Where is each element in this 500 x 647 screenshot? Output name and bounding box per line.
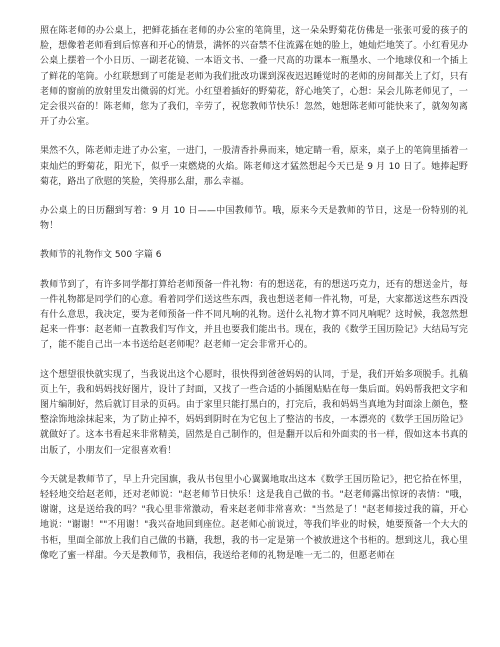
paragraph-2: 果然不久，陈老师走进了办公室，一进门，一股清香扑鼻而来，她定睛一看，原来，桌子上的笔筒里插着一束灿烂的野菊花，阳光下，似乎一束燃烧的火焰。陈老师这才猛然想起今天已是 9 月 10 日了。她捧起野菊花，路出了欣慰的笑脸，笑得那么甜，那么幸福。 <box>40 146 468 187</box>
paragraph-gap <box>40 357 468 368</box>
paragraph-5: 这个想望很快就实现了，当我说出这个心愿时，很快得到爸爸妈妈的认同，于是，我们开始多项脱手。扎稿页上午，我和妈妈找好图片，设计了封面，又找了一些合适的小插图贴贴在每一集后面。妈妈帮我把文字和图片编制好，然后就订目录的页码。由于家里只能打黑白的，打完后，我和妈妈当真地为封面涂上颜色，整整涂饰地涂抹起来，为了防止掉不，妈妈到阴时在为它包上了整洁的书皮，一本漂亮的《数学王国历险记》就做好了。这本书看起来非常精美，固然是自己制作的，但是翻开以后和外面卖的书一样，假如这本书真的出版了，小朋友们一定很喜欢看！ <box>40 369 468 456</box>
paragraph-gap <box>40 193 468 204</box>
document-page <box>40 24 468 567</box>
paragraph-gap <box>40 267 468 278</box>
paragraph-3: 办公桌上的日历翻到写着：9 月 10 日——中国教师节。哦，原来今天是教师的节日，这是一份特别的礼物！ <box>40 206 468 232</box>
paragraph-1: 照在陈老师的办公桌上，把鲜花插在老师的办公室的笔筒里，这一朵朵野菊花仿佛是一张张可爱的孩子的脸，想像着老师看到后惊喜和开心的情景，满怀的兴奋禁不住流露在她的脸上，她灿烂地笑了。小红看见办公桌上摆着一个小日历、一副老花镜、一本语文书、一叠一尺高的功课本一瓶墨水、一个地球仪和一个插上了鲜花的笔筒。小红联想到了可能是老师为我们批改功课到深夜迟迟睡觉时的老师的房间都关上了灯，只有老师的窗前的放射里发出微弱的灯光。小红望着插好的野菊花，舒心地笑了，心想：呆会儿陈老师见了，一定会很兴奋的！陈老师，您为了我们，辛劳了，祝您教师节快乐！忽然，她想陈老师可能快来了，就匆匆离开了办公室。 <box>40 26 468 128</box>
paragraph-gap <box>40 237 468 248</box>
paragraph-gap <box>40 462 468 473</box>
section-heading: 教师节的礼物作文 500 字篇 6 <box>40 250 162 261</box>
paragraph-6: 今天就是教师节了，早上升完国旗，我从书包里小心翼翼地取出这本《数学王国历险记》，把它拾在怀里，轻轻地交给赵老师，还对老师说："赵老师节日快乐！这是我自己做的书。"赵老师露出惊讶的表情："哦，谢谢，这是送给我的吗？"我心里非常激动，看来赵老师非常喜欢："当然是了！"赵老师接过我的篇，开心地说："谢谢！""不用谢！"我兴奋地回到座位。赵老师心前说过，等我们毕业的时候，她要预备一个大大的书柜，里面全部放上我们自己做的书籍，我想，我的书一定是第一个被放进这个书柜的。想到这儿，我心里像吃了蜜一样甜。今天是教师节，我相信，我送给老师的礼物是唯一无二的，但愿老师在 <box>40 474 468 561</box>
paragraph-4: 教师节到了，有许多同学都打算给老师预备一件礼物：有的想送花，有的想送巧克力，还有的想送金片，每一件礼物都是同学们的心意。看着同学们送这些东西，我也想送老师一件礼物，可是，大家都送这些东西没有什么意思，我决定，要为老师预备一件不同凡响的礼物。送什么礼物才算不同凡响呢？这时候，我忽然想起来一件事：赵老师一直教我们写作文，并且也要我们能出书。现在，我的《数学王国历险记》大结局写完了，能不能自己出一本书送给赵老师呢？赵老师一定会非常开心的。 <box>40 279 468 351</box>
paragraph-gap <box>40 133 468 144</box>
